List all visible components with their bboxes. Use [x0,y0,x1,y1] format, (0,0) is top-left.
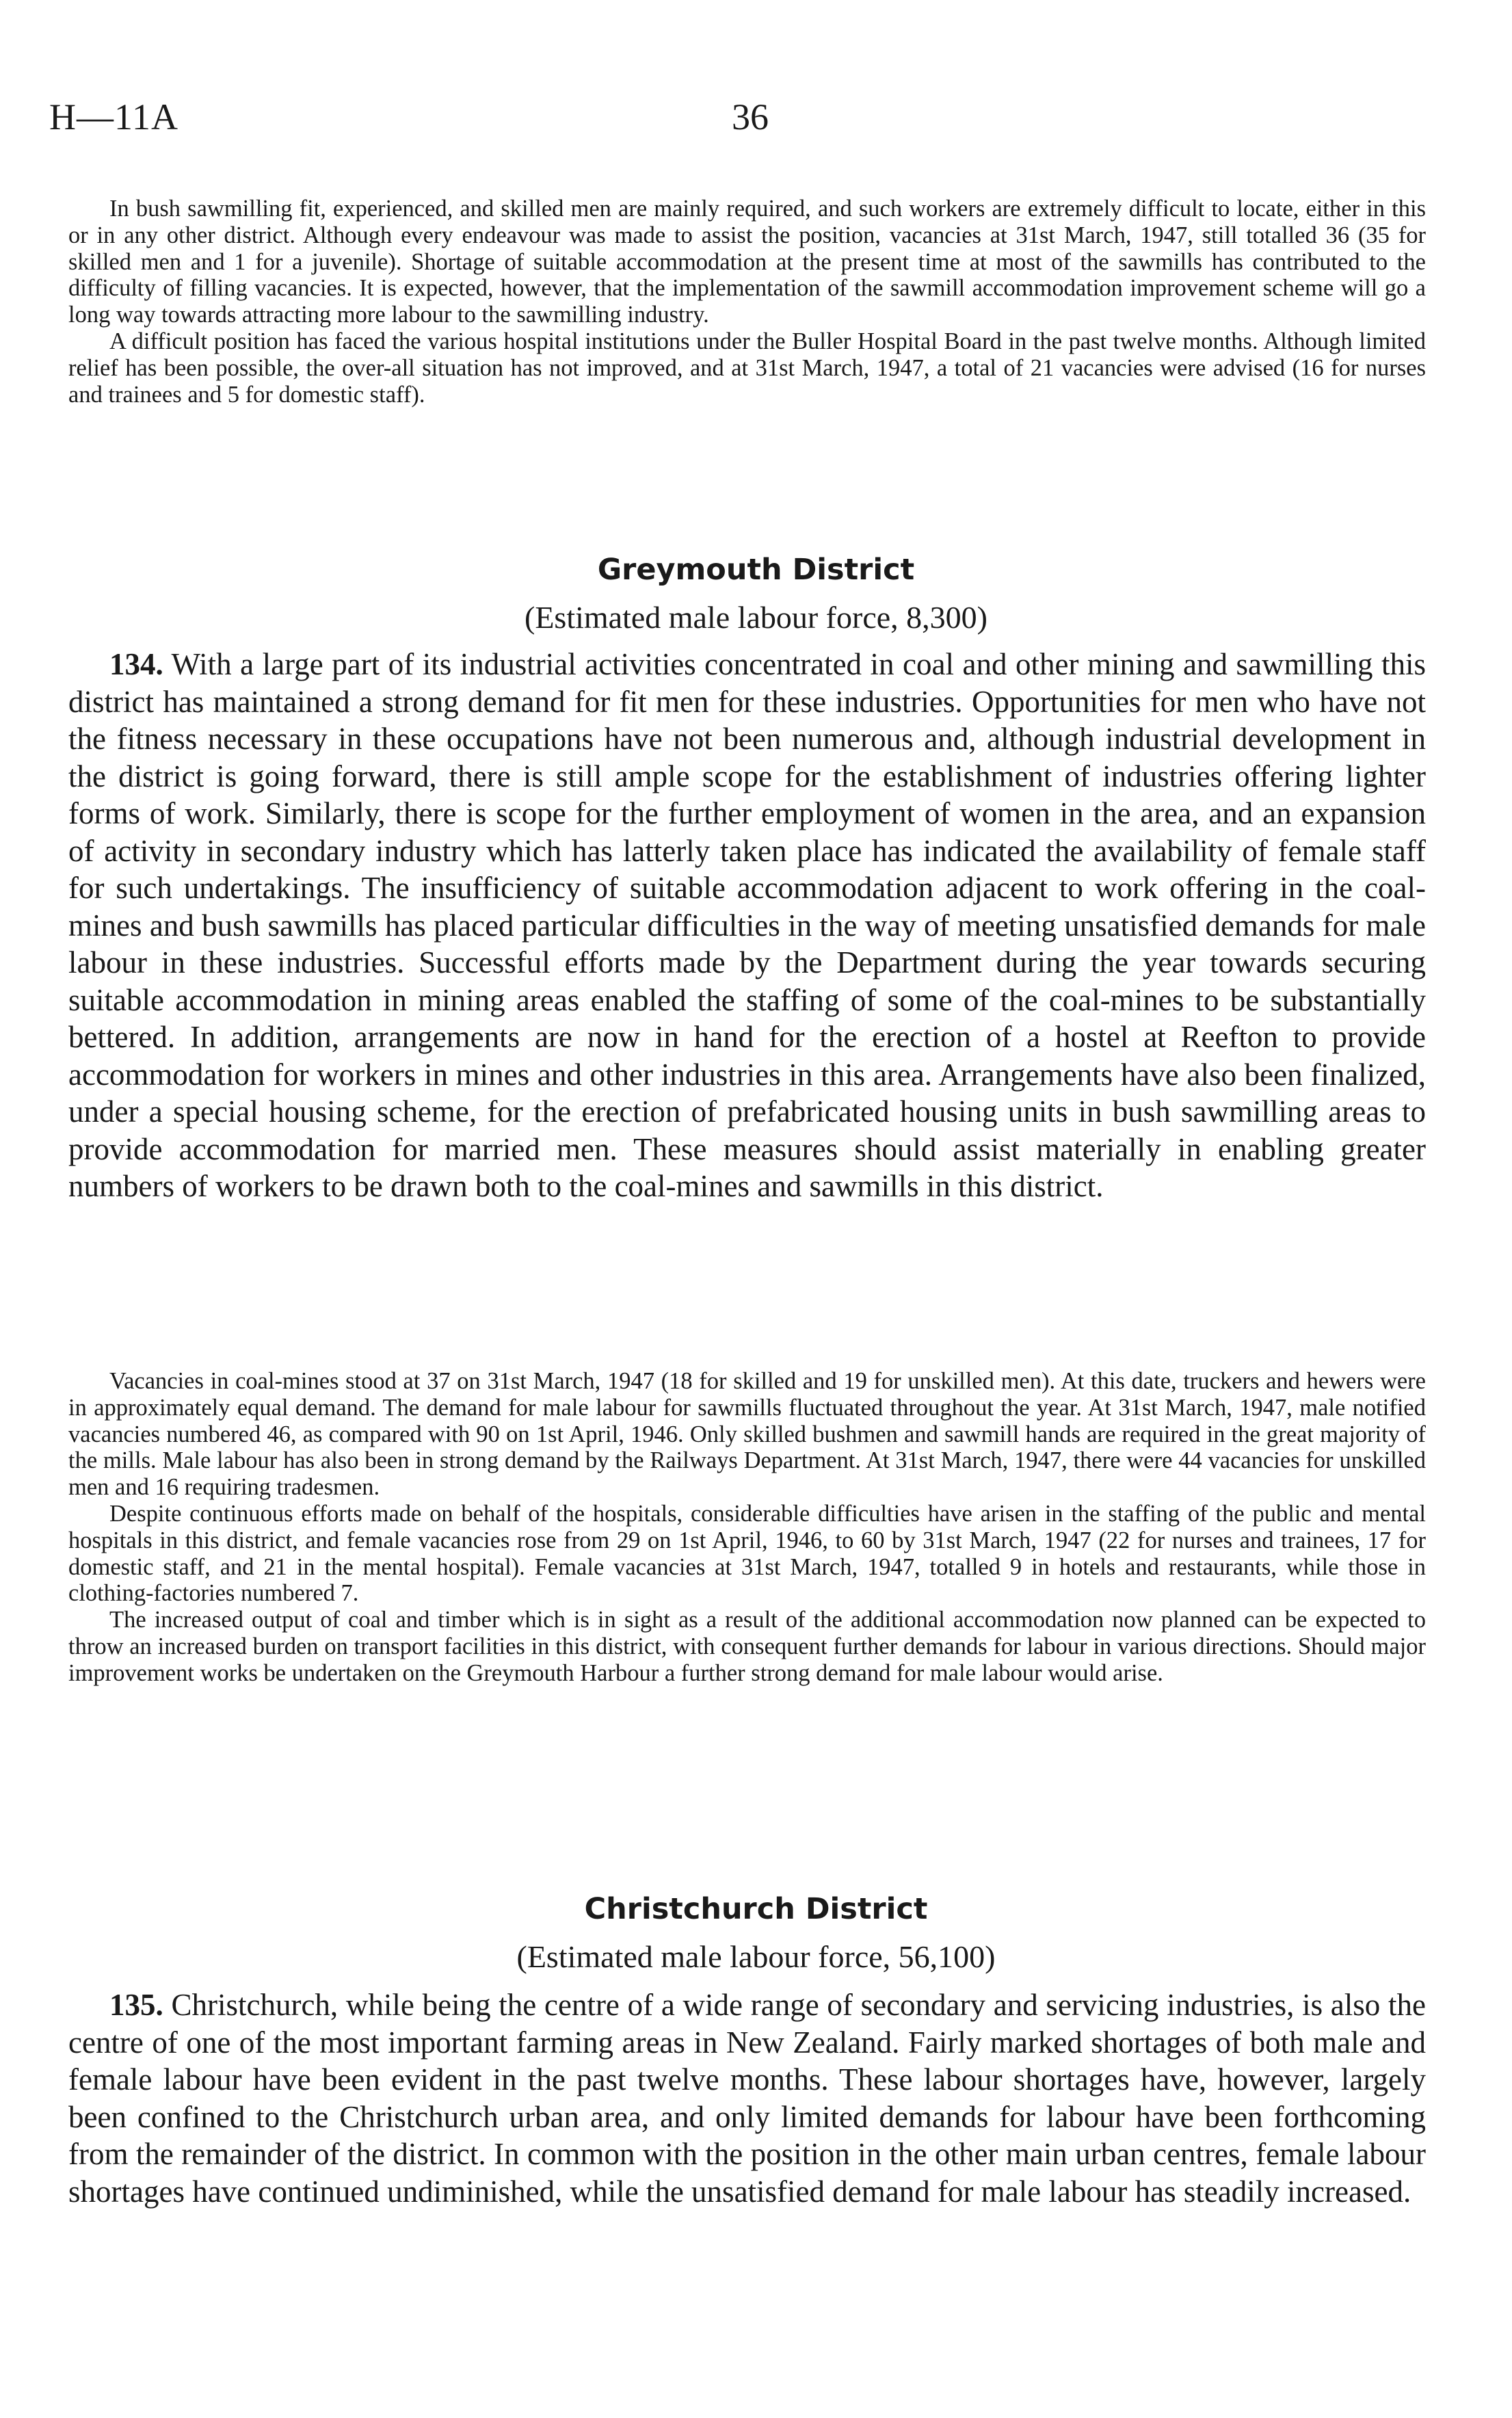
paragraph-hospital-staffing: Despite continuous efforts made on behalf of the hospitals, considerable difficulties have arisen in the staffing of the public and mental hospitals in this district, and female vacancies rose from 29 on 1st April, 1946, to 60 by 31st March, 1947 (22 for nurses and trainees, 17 for domestic staff, and 21 in the mental hospital). Female vacancies at 31st March, 1947, totalled 9 in hotels and restaurants, while those in clothing-factories numbered 7. [68,1500,1426,1607]
page-number: 36 [732,96,769,137]
paragraph-number: 135. [109,1988,163,2022]
section-subheading-christchurch: (Estimated male labour force, 56,100) [516,1939,996,1974]
paragraph-bush-sawmilling: In bush sawmilling fit, experienced, and skilled men are mainly required, and such workers are extremely difficult to locate, either in this or in any other district. Although every endeavour was made to assist the position, vacancies at 31st March, 1947, still totalled 36 (35 for skilled men and 1 for a juvenile). Shortage of suitable accommodation at the present time at most of the sawmills has contributed to the difficulty of filling vacancies. It is expected, however, that the implementation of the sawmill accommodation improvement scheme will go a long way towards attracting more labour to the sawmilling industry. [68,196,1426,328]
paragraph-135-text: Christchurch, while being the centre of a wide range of secondary and servicing industries, is also the centre of one of the most important farming areas in New Zealand. Fairly marked shortages of both male and female labour have been evident in the past twelve months. These labour shortages have, however, largely been confined to the Christchurch urban area, and only limited demands for labour have been forthcoming from the remainder of the district. In common with the position in the other main urban centres, female labour shortages have continued undiminished, while the unsatisfied demand for male labour has steadily increased. [68,1988,1426,2209]
greymouth-details-section [68,1368,1426,1687]
document-reference: H—11A [49,96,178,137]
page-header [0,96,1512,144]
intro-section [68,196,1426,408]
section-heading-greymouth: Greymouth District [597,553,915,587]
section-subheading-greymouth: (Estimated male labour force, 8,300) [525,600,987,635]
paragraph-coal-mine-vacancies: Vacancies in coal-mines stood at 37 on 31st March, 1947 (18 for skilled and 19 for unskilled men). At this date, truckers and hewers were in approximately equal demand. The demand for male labour for sawmills fluctuated throughout the year. At 31st March, 1947, male notified vacancies numbered 46, as compared with 90 on 1st April, 1946. Only skilled bushmen and sawmill hands are required in the great majority of the mills. Male labour has also been in strong demand by the Railways Department. At 31st March, 1947, there were 44 vacancies for unskilled men and 16 requiring tradesmen. [68,1368,1426,1501]
christchurch-main-section [68,1986,1426,2210]
greymouth-main-section [68,646,1426,1205]
paragraph-134 [68,646,1426,1205]
paragraph-buller-hospital: A difficult position has faced the various hospital institutions under the Buller Hospital Board in the past twelve months. Although limited relief has been possible, the over-all situation has not improved, and at 31st March, 1947, a total of 21 vacancies were advised (16 for nurses and trainees and 5 for domestic staff). [68,328,1426,408]
paragraph-134-text: With a large part of its industrial activities concentrated in coal and other mining and sawmilling this district has maintained a strong demand for fit men for these industries. Opportunities for men who have not the fitness necessary in these occupations have not been numerous and, although industrial development in the district is going forward, there is still ample scope for the establishment of industries offering lighter forms of work. Similarly, there is scope for the further employment of women in the area, and an expansion of activity in secondary industry which has latterly taken place has indicated the availability of female staff for such undertakings. The insufficiency of suitable accommodation adjacent to work offering in the coal-mines and bush sawmills has placed particular difficulties in the way of meeting unsatisfied demands for male labour in these industries. Successful efforts made by the Department during the year towards securing suitable accommodation in mining areas enabled the staffing of some of the coal-mines to be substantially bettered. In addition, arrangements are now in hand for the erection of a hostel at Reefton to provide accommodation for workers in mines and other industries in this area. Arrangements have also been finalized, under a special housing scheme, for the erection of prefabricated housing units in bush sawmilling areas to provide accommodation for married men. These measures should assist materially in enabling greater numbers of workers to be drawn both to the coal-mines and sawmills in this district. [68,647,1426,1203]
paragraph-number: 134. [109,647,163,681]
paragraph-transport-demand: The increased output of coal and timber which is in sight as a result of the additional accommodation now planned can be expected to throw an increased burden on transport facilities in this district, with consequent further demands for labour in various directions. Should major improvement works be undertaken on the Greymouth Harbour a further strong demand for male labour would arise. [68,1607,1426,1686]
paragraph-135 [68,1986,1426,2210]
section-heading-christchurch: Christchurch District [584,1892,928,1926]
